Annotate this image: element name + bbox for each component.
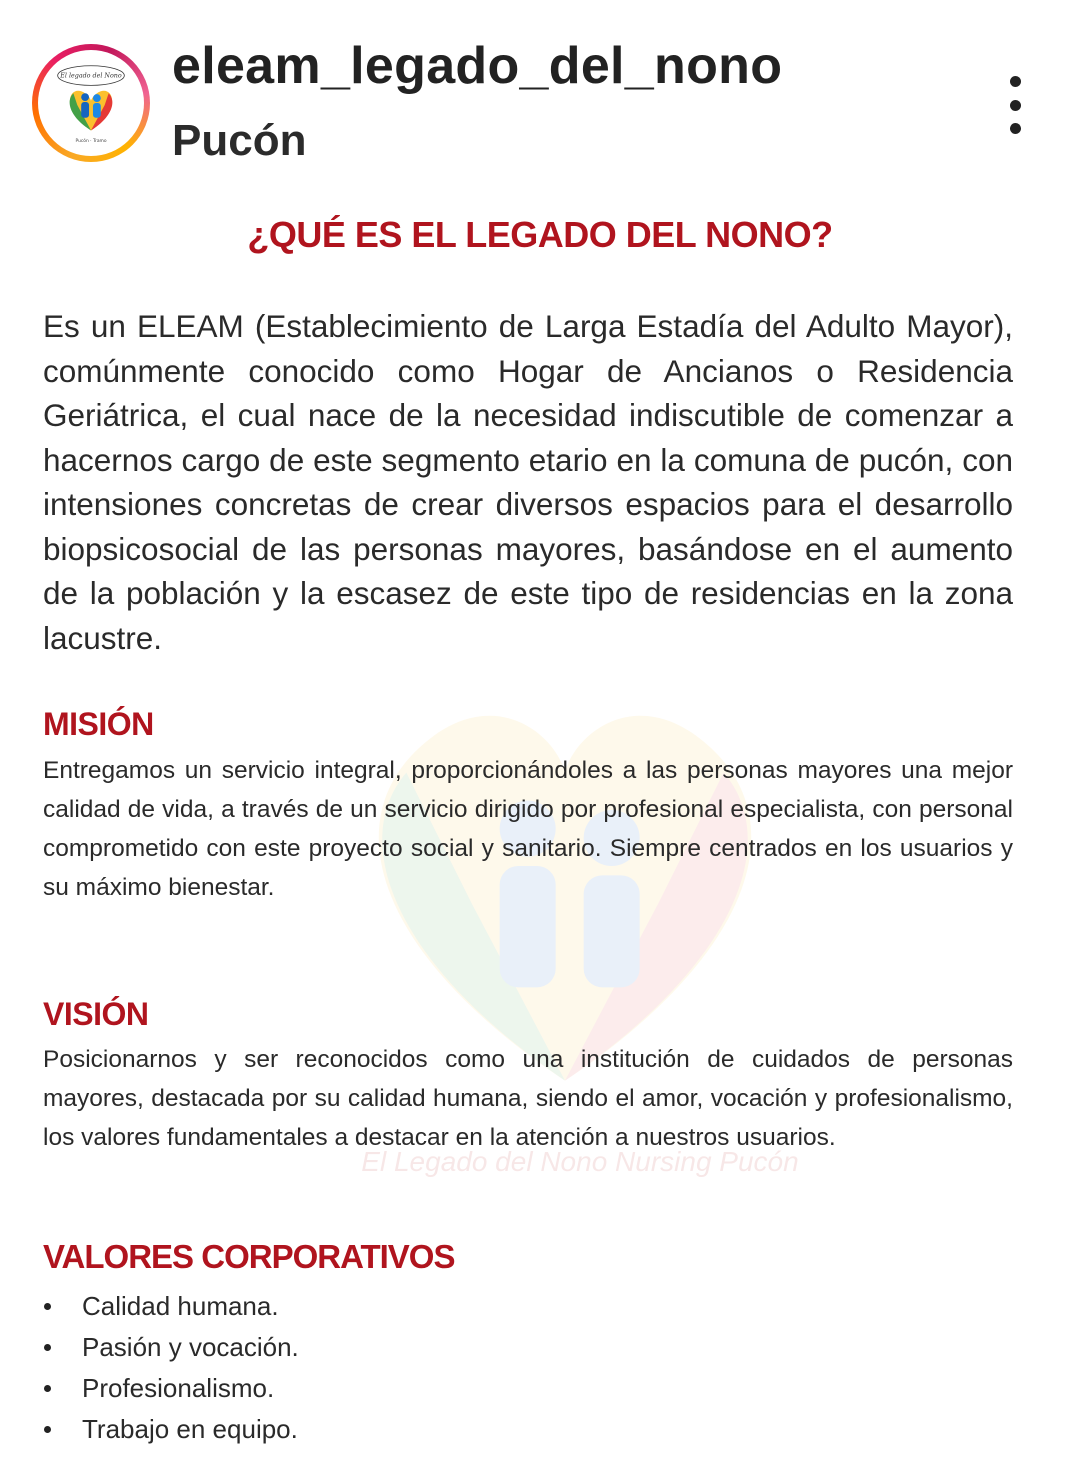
- post-header: [0, 0, 1080, 190]
- vision-heading: VISIÓN: [43, 996, 149, 1032]
- more-vertical-icon-dot: [1010, 123, 1021, 134]
- account-username[interactable]: eleam_legado_del_nono: [172, 37, 783, 95]
- mision-paragraph: Entregamos un servicio integral, proporcionándoles a las personas mayores una mejor calidad de vida, a través de un servicio dirigido por profesional especialista, con personal comprometido con este proyecto social y sanitario. Siempre centrados en los usuarios y su máximo bienestar.: [43, 757, 1013, 901]
- valores-list: [43, 1286, 299, 1450]
- more-options-button[interactable]: [990, 70, 1040, 140]
- avatar-inner: [38, 50, 144, 156]
- watermark-text: El Legado del Nono Nursing Pucón: [361, 1146, 799, 1177]
- post-image[interactable]: [0, 190, 1080, 1484]
- mision-heading: MISIÓN: [43, 706, 154, 742]
- svg-text:Pucón · Tramo: Pucón · Tramo: [75, 139, 107, 145]
- more-vertical-icon: [1010, 76, 1021, 87]
- avatar[interactable]: [32, 44, 150, 162]
- post-title: ¿QUÉ ES EL LEGADO DEL NONO?: [247, 214, 833, 255]
- valores-heading: VALORES CORPORATIVOS: [43, 1238, 455, 1275]
- list-item: Calidad humana.: [43, 1286, 299, 1327]
- post-location[interactable]: Pucón: [172, 116, 307, 165]
- vision-paragraph: Posicionarnos y ser reconocidos como una institución de cuidados de personas mayores, destacada por su calidad humana, siendo el amor, vocación y profesionalismo, los valores fundamentales a destacar en la atención a nuestros usuarios.: [43, 1046, 1013, 1151]
- intro-paragraph: Es un ELEAM (Establecimiento de Larga Estadía del Adulto Mayor), comúnmente conocido como Hogar de Ancianos o Residencia Geriátrica, el cual nace de la necesidad indiscutible de comenzar a hacernos cargo de este segmento etario en la comuna de pucón, con intensiones concretas de crear diversos espacios para el desarrollo biopsicosocial de las personas mayores, basándose en el aumento de la población y la escasez de este tipo de residencias en la zona lacustre.: [43, 308, 1013, 656]
- legado-logo-icon: [42, 54, 140, 152]
- list-item: Profesionalismo.: [43, 1368, 299, 1409]
- list-item: Pasión y vocación.: [43, 1327, 299, 1368]
- list-item: Trabajo en equipo.: [43, 1409, 299, 1450]
- svg-text:El legado del Nono: El legado del Nono: [60, 71, 122, 80]
- more-vertical-icon-dot: [1010, 100, 1021, 111]
